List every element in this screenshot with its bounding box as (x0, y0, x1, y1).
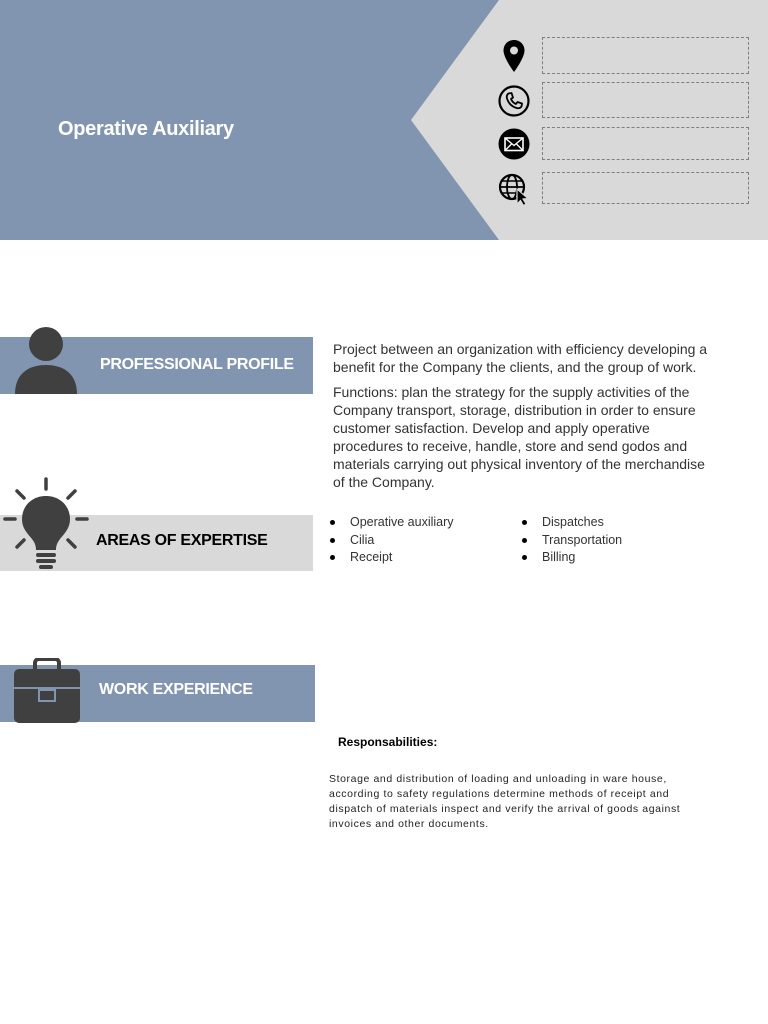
list-item: Receipt (328, 549, 454, 567)
professional-profile-heading: PROFESSIONAL PROFILE (100, 356, 294, 373)
list-item: Transportation (520, 532, 622, 550)
phone-icon (497, 84, 531, 118)
work-experience-heading: WORK EXPERIENCE (99, 681, 253, 698)
functions-paragraph: Functions: plan the strategy for the supply activities of the Company transport, storage, distribution in order to ensure customer satisfaction. Develop and apply operative procedures to receive, handle, store and send godos and materials carrying out physical inventory of the merchandise of the Company. (333, 384, 705, 490)
list-item: Cilia (328, 532, 454, 550)
list-item: Dispatches (520, 514, 622, 532)
web-icon (497, 172, 531, 206)
list-item: Billing (520, 549, 622, 567)
list-item: Operative auxiliary (328, 514, 454, 532)
expertise-list-2 (520, 514, 622, 567)
briefcase-icon (13, 658, 81, 724)
lightbulb-icon (2, 476, 90, 572)
email-icon (497, 127, 531, 161)
phone-field[interactable] (542, 82, 749, 118)
website-field[interactable] (542, 172, 749, 204)
responsibilities-text: Storage and distribution of loading and unloading in ware house, according to safety regulations determine methods of receipt and dispatch of materials inspect and verify the arrival of goods against invoices and other documents. (329, 773, 681, 830)
expertise-list-1 (328, 514, 454, 567)
areas-of-expertise-heading: AREAS OF EXPERTISE (96, 532, 268, 549)
page-title: Operative Auxiliary (58, 118, 234, 140)
person-icon (13, 325, 79, 394)
location-field[interactable] (542, 37, 749, 74)
email-field[interactable] (542, 127, 749, 160)
responsibilities-title: Responsabilities: (338, 735, 438, 749)
professional-profile-text (333, 340, 713, 498)
profile-paragraph: Project between an organization with efficiency developing a benefit for the Company the clients, and the group of work. (333, 341, 708, 375)
location-pin-icon (497, 38, 531, 72)
